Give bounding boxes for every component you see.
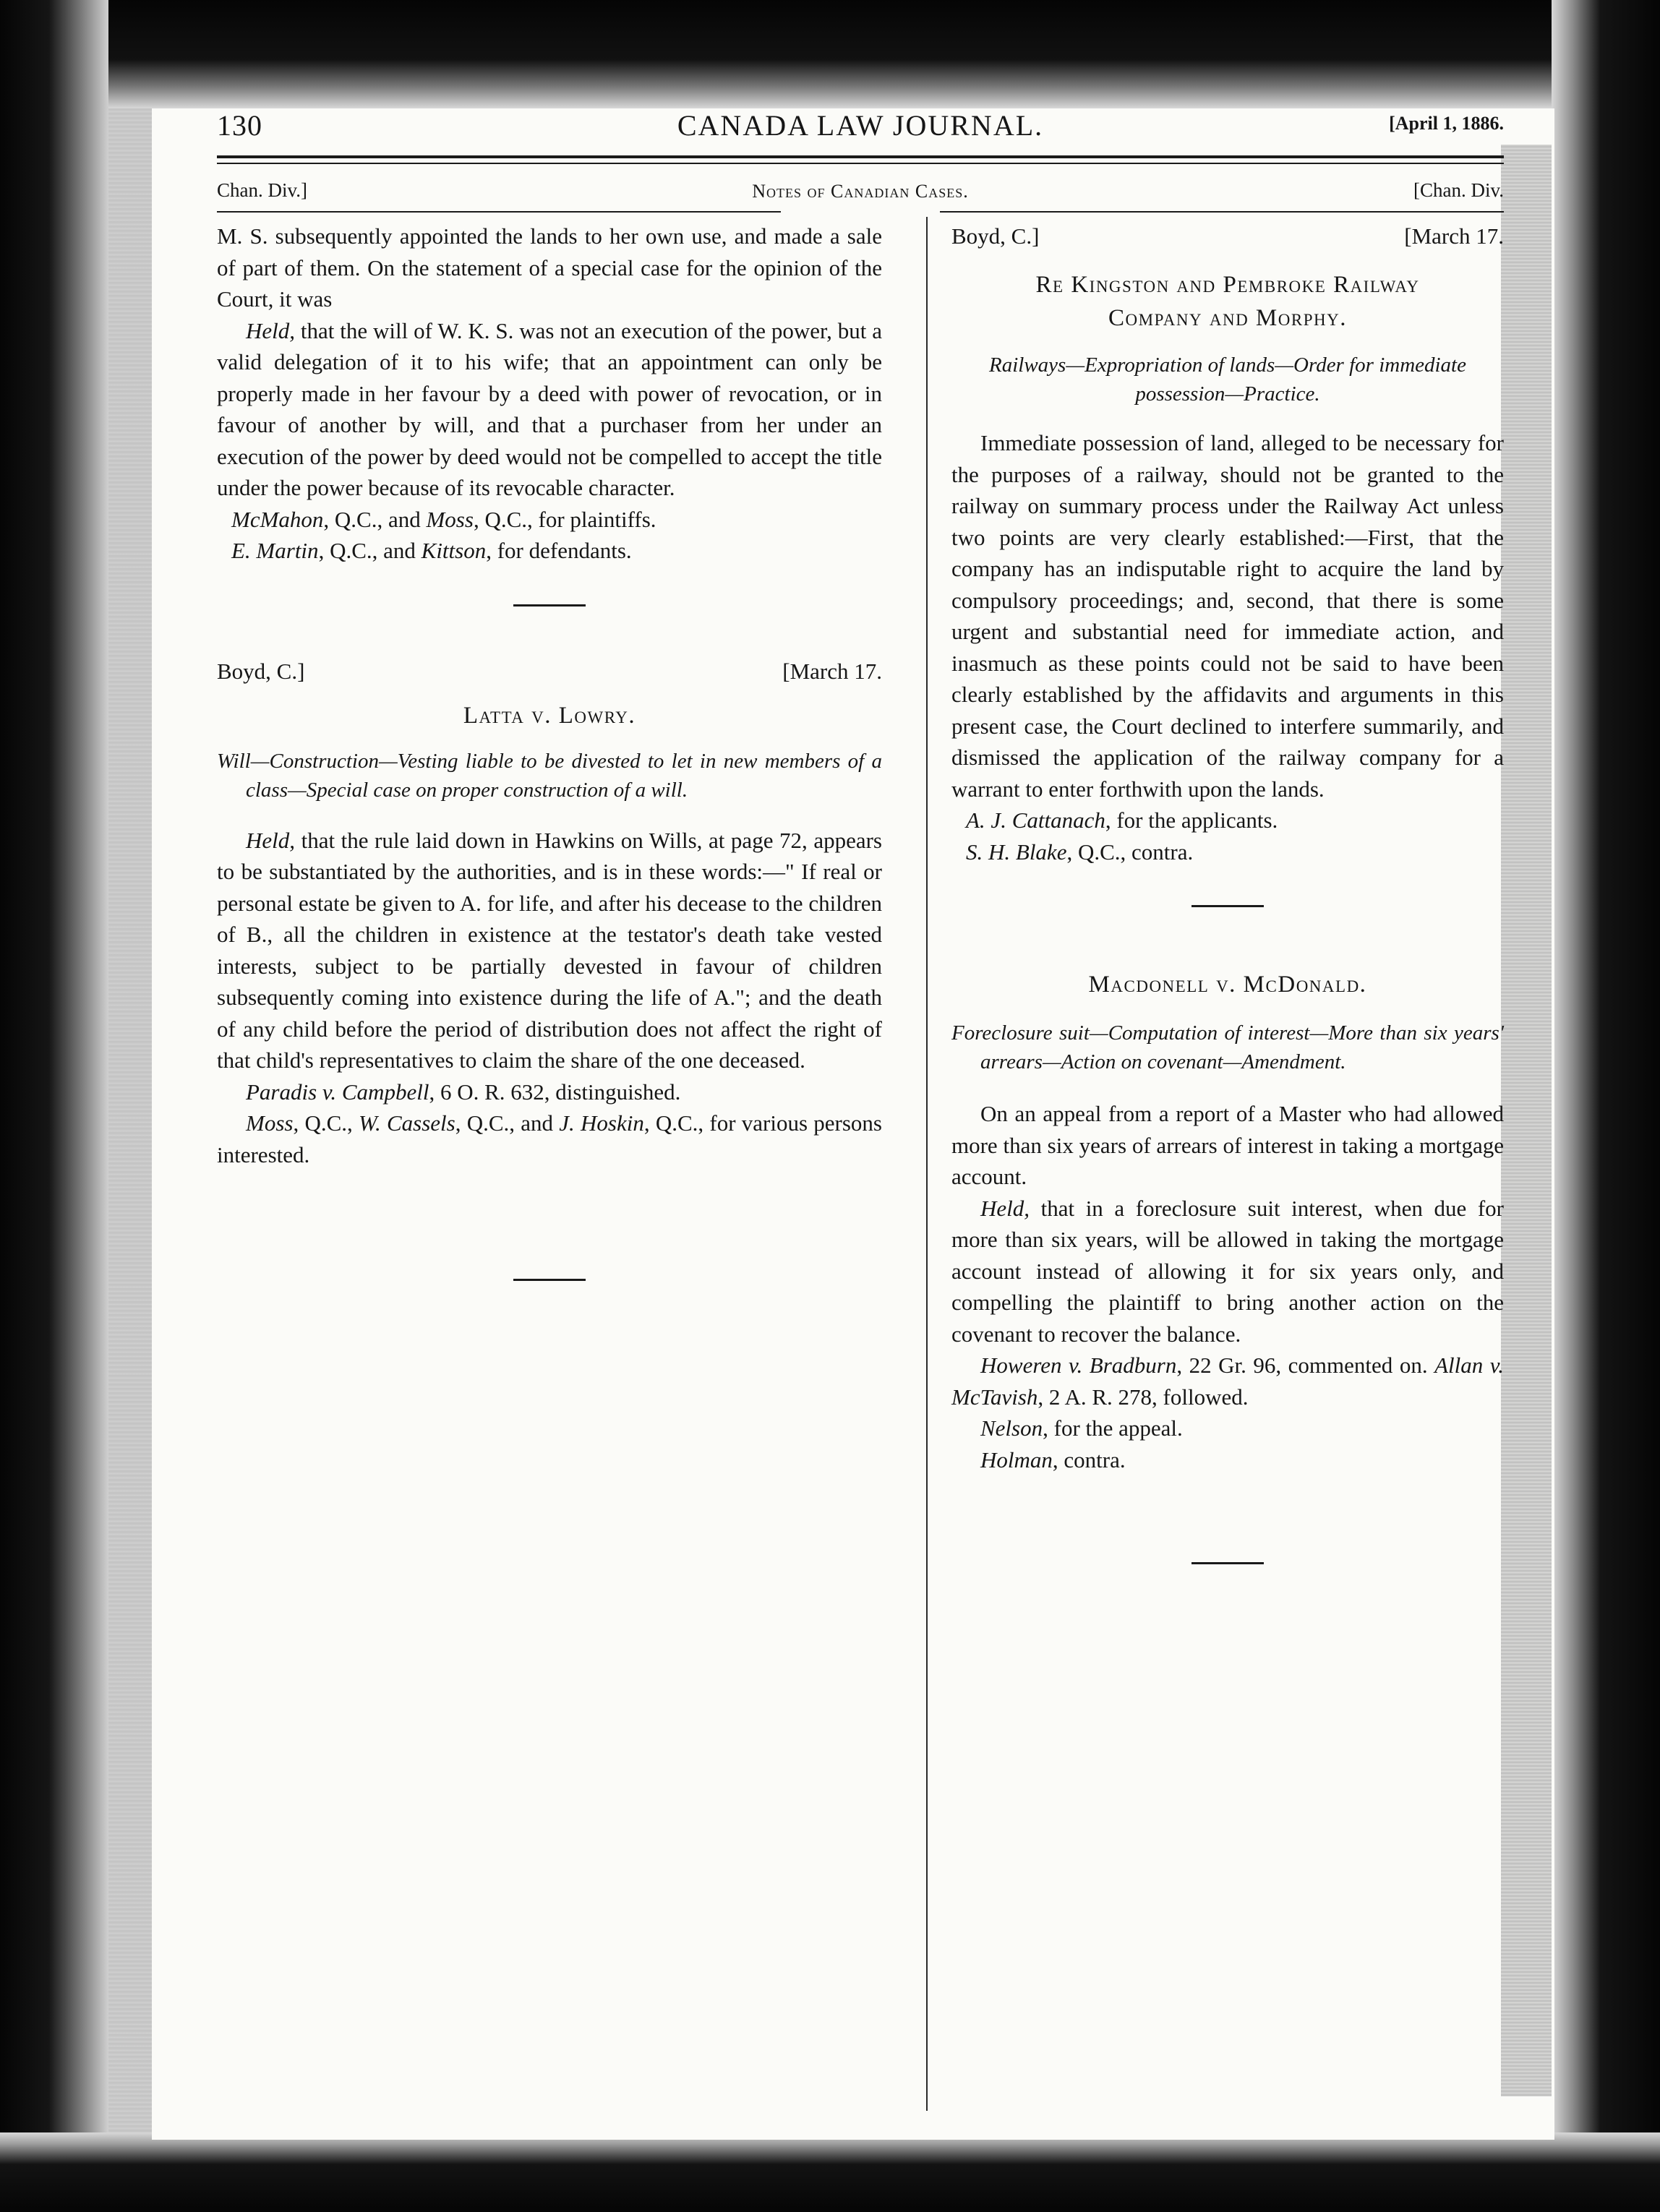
running-head <box>217 108 1504 152</box>
citation-text: , 22 Gr. 96, commented on. <box>1176 1353 1435 1378</box>
counsel-name: Moss <box>426 506 474 532</box>
citation <box>217 1076 882 1108</box>
case-title-line-1: Re Kingston and Pembroke Railway <box>1035 272 1420 298</box>
case-text: Immediate possession of land, alleged to be necessary for the purposes of a railway, should not be granted to the railway on summary process under the Railway Act unless two points are very clearly established:—First, that the company has an indisputable right to acquire the land by compulsory proceedings; and, second, that there is some urgent and substantial need for immediate action, and inasmuch as these points could not be said to have been clearly established by the affidavits and arguments in this present case, the Court declined to interfere summarily, and dismissed the application of the railway company for a warrant to enter forthwith upon the lands. <box>951 430 1504 802</box>
counsel-text: , for defendants. <box>486 538 632 563</box>
journal-title: CANADA LAW JOURNAL. <box>677 109 1044 142</box>
decision-date: [March 17. <box>1404 223 1504 249</box>
counsel-text: , Q.C., for various persons interested. <box>217 1110 882 1167</box>
judge-line <box>951 220 1504 254</box>
counsel-name: Moss <box>246 1110 294 1136</box>
scan-border-right <box>1552 0 1660 2212</box>
counsel-name: E. Martin <box>231 538 319 563</box>
counsel-text: , Q.C., and <box>455 1110 560 1136</box>
scan-border-top <box>0 0 1660 108</box>
held-label: Held, <box>980 1195 1030 1221</box>
section-title: Notes of Canadian Cases. <box>752 181 969 202</box>
case-title: Macdonell v. McDonald. <box>1088 972 1367 998</box>
case-rubric: Will—Construction—Vesting liable to be divested to let in new members of a class—Special case on proper construction of a will. <box>217 749 882 802</box>
holding <box>217 825 882 1076</box>
judge-name: Boyd, C.] <box>217 658 305 684</box>
section-left: Chan. Div.] <box>217 179 307 201</box>
case-text: On an appeal from a report of a Master who had allowed more than six years of arrears of interest in taking a mortgage account. <box>951 1101 1504 1189</box>
judge-name: Boyd, C.] <box>951 223 1040 249</box>
holding-text: that the will of W. K. S. was not an execution of the power, but a valid delegation of it to his wife; that an appointment can only be properly made in her favour by a deed with power of revocation, or in favour of another by will, and that a purchaser from her under an execution of the power by deed would not be compelled to accept the title under the power because of its revocable character. <box>217 317 882 500</box>
counsel-text: , Q.C., for plaintiffs. <box>473 506 656 532</box>
column-divider <box>926 217 928 2111</box>
case-separator <box>513 1279 586 1281</box>
scan-border-bottom <box>0 2132 1660 2212</box>
section-rule-left <box>217 211 781 213</box>
page-number: 130 <box>217 109 262 142</box>
held-label: Held, <box>246 827 296 853</box>
counsel-line <box>951 836 1504 868</box>
case-separator <box>1191 1562 1264 1564</box>
counsel-line <box>951 805 1504 836</box>
counsel-text: , contra. <box>1052 1446 1126 1472</box>
decision-date: [March 17. <box>782 658 882 684</box>
header-rule-thin <box>217 163 1504 164</box>
holding <box>951 1193 1504 1350</box>
judge-line <box>217 656 882 689</box>
counsel-line <box>217 504 882 536</box>
counsel-line <box>217 535 882 567</box>
case-title: Latta v. Lowry. <box>463 702 636 729</box>
cited-case: Paradis v. Campbell <box>246 1079 429 1105</box>
citation-text: , 2 A. R. 278, followed. <box>1038 1384 1249 1410</box>
counsel-name: A. J. Cattanach <box>966 807 1105 833</box>
page-edge-shadow <box>1501 145 1552 2096</box>
counsel-line <box>951 1444 1504 1476</box>
counsel-name: Nelson <box>980 1415 1043 1441</box>
case-title-line-2: Company and Morphy. <box>1108 305 1347 331</box>
counsel-text: , for the applicants. <box>1105 807 1278 833</box>
counsel-line <box>951 1412 1504 1444</box>
holding-text: that the rule laid down in Hawkins on Wills, at page 72, appears to be substantiated by the authorities, and is in these words:—" If real or personal estate be given to A. for life, and after his decease to the children of B., all the children in existence at the testator's death take vested interests, subject to be partially devested in favour of children subsequently coming into existence during the life of A."; and the death of any child before the period of distribution does not affect the right of that child's representatives to claim the share of the one deceased. <box>217 827 882 1073</box>
case-text: M. S. subsequently appointed the lands to her own use, and made a sale of part of them. On the statement of a special case for the opinion of the Court, it was <box>217 223 882 312</box>
section-right: [Chan. Div. <box>1413 179 1504 201</box>
counsel-line <box>217 1107 882 1170</box>
case-rubric: Railways—Expropriation of lands—Order for immediate possession—Practice. <box>988 353 1466 406</box>
binding-shadow <box>108 108 152 2132</box>
counsel-name: J. Hoskin <box>559 1110 644 1136</box>
citation-text: , 6 O. R. 632, distinguished. <box>429 1079 681 1105</box>
holding <box>217 315 882 504</box>
counsel-name: Holman <box>980 1446 1053 1472</box>
counsel-text: , for the appeal. <box>1043 1415 1183 1441</box>
section-head <box>217 179 1504 208</box>
header-rule-thick <box>217 155 1504 158</box>
scan-border-left <box>0 0 108 2212</box>
counsel-text: , Q.C., and <box>318 538 422 563</box>
section-rule-right <box>940 211 1504 213</box>
cited-case: Allan v. McTavish <box>951 1353 1504 1410</box>
issue-date: [April 1, 1886. <box>1389 113 1504 134</box>
left-column <box>217 220 882 1281</box>
cited-case: Howeren v. Bradburn <box>980 1353 1177 1378</box>
right-column <box>951 220 1504 1564</box>
holding-text: that in a foreclosure suit interest, when due for more than six years, will be allowed in taking the mortgage account instead of allowing it for six years only, and compelling the plaintiff to bring another action on the covenant to recover the balance. <box>951 1195 1504 1347</box>
held-label: Held, <box>246 317 296 343</box>
counsel-name: Kittson <box>421 538 487 563</box>
counsel-text: , Q.C., <box>293 1110 359 1136</box>
counsel-name: S. H. Blake <box>966 839 1067 865</box>
counsel-text: , Q.C., and <box>323 506 427 532</box>
counsel-text: , Q.C., contra. <box>1066 839 1194 865</box>
counsel-name: McMahon <box>231 506 324 532</box>
case-rubric: Foreclosure suit—Computation of interest—More than six years' arrears—Action on covenant—Amendment. <box>951 1021 1504 1073</box>
citation <box>951 1350 1504 1412</box>
counsel-name: W. Cassels <box>359 1110 455 1136</box>
